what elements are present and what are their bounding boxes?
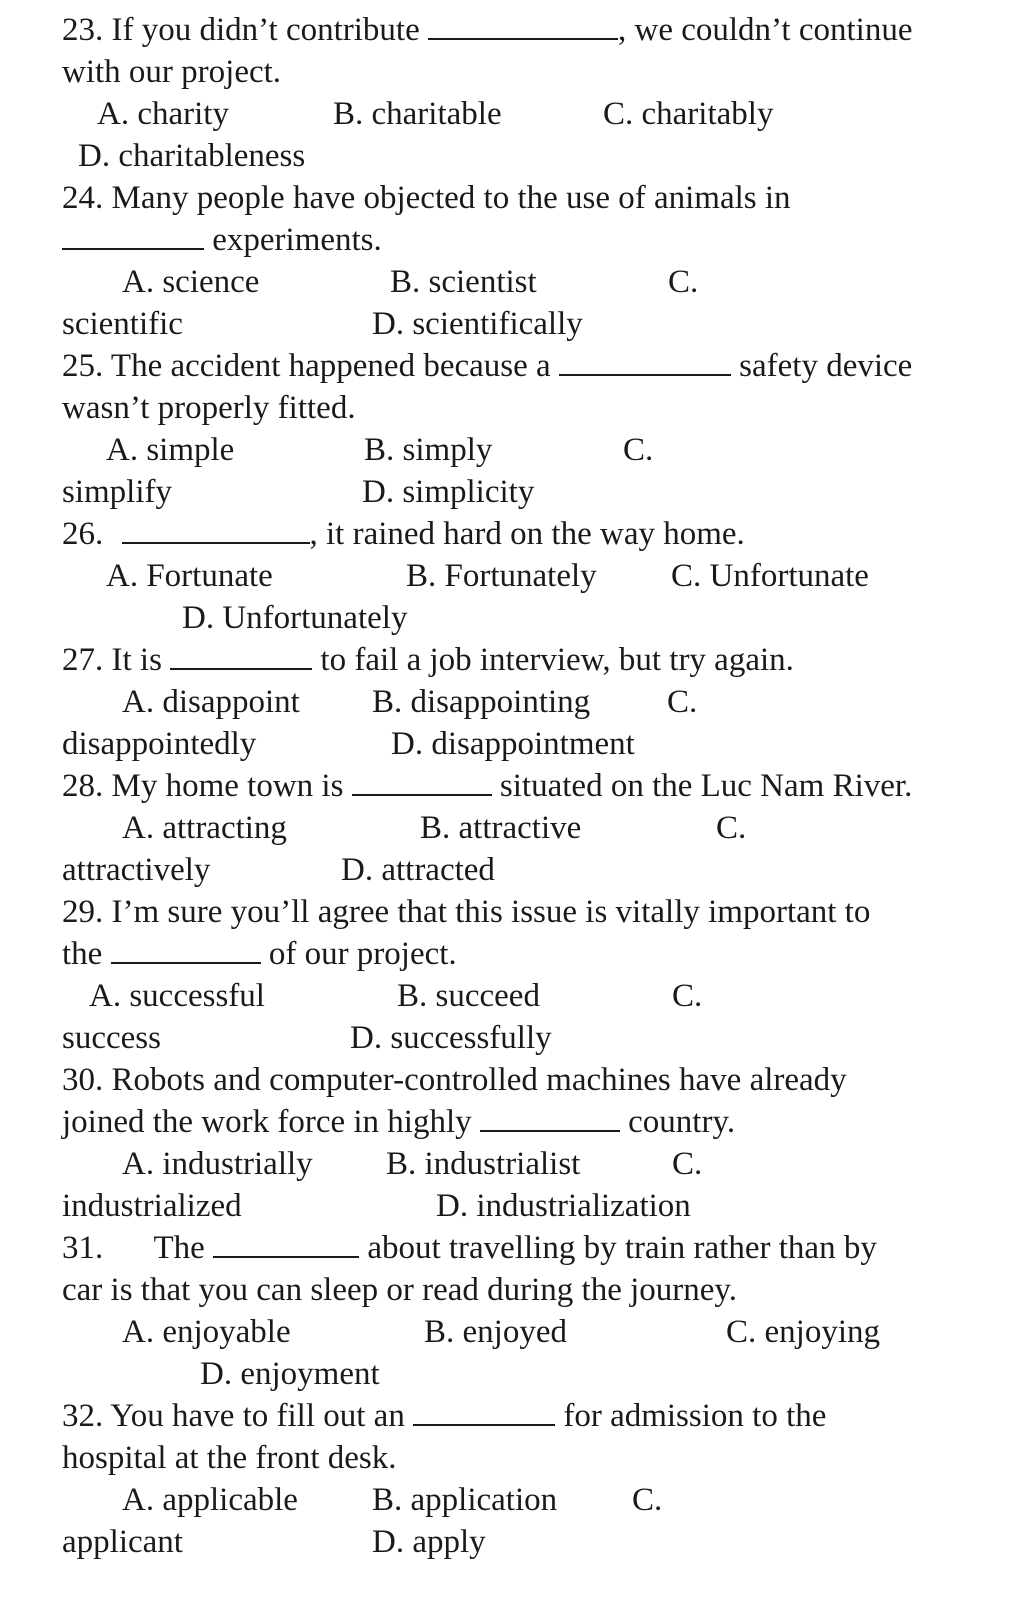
option-c: C. <box>716 810 747 846</box>
answer-blank <box>170 640 312 670</box>
question-number: 25. <box>62 348 104 384</box>
answer-blank <box>213 1228 359 1258</box>
question-number: 23. <box>62 12 104 48</box>
question-25-line-2: wasn’t properly fitted. <box>62 390 356 426</box>
question-32 <box>62 1396 826 1436</box>
question-24-line-2 <box>62 220 382 260</box>
option-d: D. simplicity <box>362 474 535 510</box>
option-a: A. charity <box>97 96 229 132</box>
option-a: A. Fortunate <box>106 558 273 594</box>
option-c: C. <box>668 264 699 300</box>
question-stem: situated on the Luc Nam River. <box>499 768 913 804</box>
question-29-line-2 <box>62 934 457 974</box>
option-c-word: industrialized <box>62 1188 242 1224</box>
option-d: D. apply <box>372 1524 486 1560</box>
answer-blank <box>480 1102 620 1132</box>
option-d: D. charitableness <box>78 138 306 174</box>
option-c-word: applicant <box>62 1524 183 1560</box>
question-stem: I’m sure you’ll agree that this issue is vitally important to <box>111 894 871 930</box>
option-c: C. Unfortunate <box>671 558 869 594</box>
option-a: A. enjoyable <box>122 1314 291 1350</box>
option-c-word: scientific <box>62 306 183 342</box>
question-29 <box>62 892 870 932</box>
question-24 <box>62 178 791 218</box>
question-stem: You have to fill out an <box>110 1398 405 1434</box>
option-c: C. <box>623 432 654 468</box>
option-a: A. disappoint <box>122 684 300 720</box>
question-stem: for admission to the <box>563 1398 827 1434</box>
option-c-word: disappointedly <box>62 726 257 762</box>
option-c: C. <box>632 1482 663 1518</box>
question-stem: The <box>153 1230 205 1266</box>
question-number: 31. <box>62 1230 104 1266</box>
question-stem: My home town is <box>111 768 344 804</box>
option-b: B. enjoyed <box>424 1314 567 1350</box>
question-23-line-2: with our project. <box>62 54 282 90</box>
question-stem: It is <box>111 642 162 678</box>
question-number: 29. <box>62 894 104 930</box>
option-c: C. charitably <box>603 96 774 132</box>
question-31 <box>62 1228 877 1268</box>
question-number: 27. <box>62 642 104 678</box>
question-23 <box>62 10 913 50</box>
answer-blank <box>62 220 204 250</box>
answer-blank <box>352 766 492 796</box>
question-stem: about travelling by train rather than by <box>367 1230 877 1266</box>
question-stem: joined the work force in highly <box>62 1104 472 1140</box>
answer-blank <box>413 1396 555 1426</box>
answer-blank <box>559 346 731 376</box>
option-d: D. attracted <box>341 852 495 888</box>
option-a: A. applicable <box>122 1482 298 1518</box>
question-stem: safety device <box>739 348 913 384</box>
option-a: A. successful <box>89 978 265 1014</box>
option-c: C. <box>672 978 703 1014</box>
option-c: C. <box>672 1146 703 1182</box>
option-d: D. enjoyment <box>200 1356 380 1392</box>
answer-blank <box>428 10 618 40</box>
option-a: A. attracting <box>122 810 287 846</box>
option-d: D. Unfortunately <box>182 600 408 636</box>
question-30-line-2 <box>62 1102 735 1142</box>
question-32-line-2: hospital at the front desk. <box>62 1440 397 1476</box>
option-d: D. successfully <box>350 1020 552 1056</box>
question-number: 24. <box>62 180 104 216</box>
option-b: B. succeed <box>397 978 540 1014</box>
option-d: D. industrialization <box>436 1188 691 1224</box>
question-stem: to fail a job interview, but try again. <box>320 642 794 678</box>
question-stem: If you didn’t contribute <box>111 12 420 48</box>
question-26 <box>62 514 745 554</box>
question-stem: Many people have objected to the use of animals in <box>111 180 791 216</box>
option-b: B. Fortunately <box>406 558 597 594</box>
option-b: B. application <box>372 1482 558 1518</box>
option-d: D. disappointment <box>391 726 635 762</box>
question-number: 26. <box>62 516 104 552</box>
option-c-word: simplify <box>62 474 173 510</box>
option-b: B. simply <box>364 432 493 468</box>
option-b: B. disappointing <box>372 684 591 720</box>
question-stem: The accident happened because a <box>110 348 551 384</box>
option-b: B. charitable <box>333 96 502 132</box>
option-d: D. scientifically <box>372 306 583 342</box>
option-a: A. simple <box>106 432 235 468</box>
question-stem: the <box>62 936 103 972</box>
question-number: 28. <box>62 768 104 804</box>
option-c-word: success <box>62 1020 161 1056</box>
question-25 <box>62 346 912 386</box>
option-b: B. attractive <box>420 810 582 846</box>
option-b: B. industrialist <box>386 1146 581 1182</box>
answer-blank <box>111 934 261 964</box>
question-stem: experiments. <box>212 222 382 258</box>
option-a: A. science <box>122 264 260 300</box>
option-c: C. enjoying <box>726 1314 880 1350</box>
option-a: A. industrially <box>122 1146 313 1182</box>
question-30 <box>62 1060 847 1100</box>
question-stem: of our project. <box>268 936 457 972</box>
question-27 <box>62 640 794 680</box>
question-stem: , we couldn’t continue <box>618 12 913 48</box>
answer-blank <box>122 514 310 544</box>
question-number: 30. <box>62 1062 104 1098</box>
question-stem: country. <box>628 1104 736 1140</box>
option-b: B. scientist <box>390 264 537 300</box>
question-stem: Robots and computer-controlled machines have already <box>111 1062 847 1098</box>
question-stem: , it rained hard on the way home. <box>309 516 745 552</box>
option-c-word: attractively <box>62 852 211 888</box>
question-31-line-2: car is that you can sleep or read during the journey. <box>62 1272 738 1308</box>
option-c: C. <box>667 684 698 720</box>
question-28 <box>62 766 912 806</box>
question-number: 32. <box>62 1398 104 1434</box>
